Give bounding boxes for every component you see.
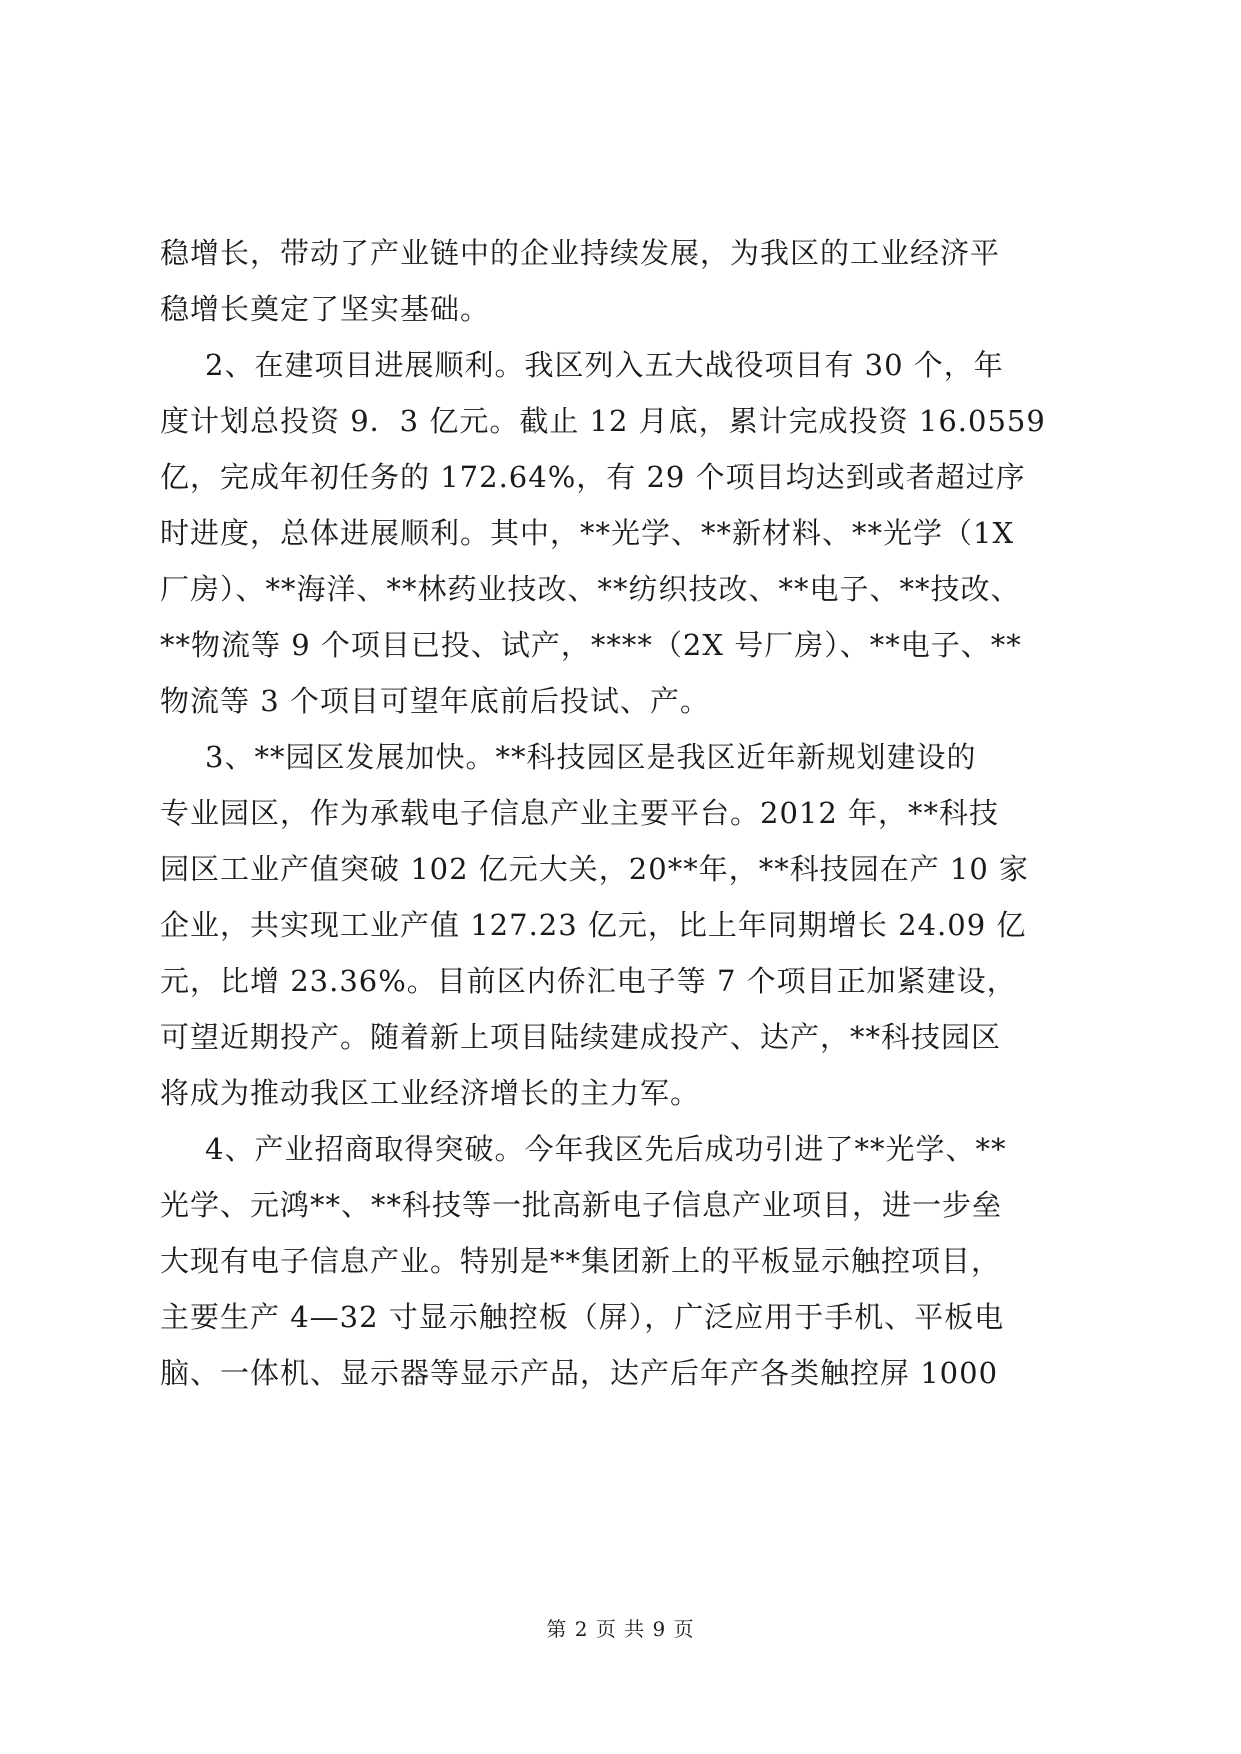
text-line: 企业，共实现工业产值 127.23 亿元，比上年同期增长 24.09 亿 (160, 908, 1027, 942)
text-line: 厂房）、**海洋、**林药业技改、**纺织技改、**电子、**技改、 (160, 572, 1021, 606)
paragraph-start-line: 3、**园区发展加快。**科技园区是我区近年新规划建设的 (205, 740, 977, 774)
text-line: 脑、一体机、显示器等显示产品，达产后年产各类触控屏 1000 (160, 1356, 999, 1390)
text-line: 主要生产 4—32 寸显示触控板（屏），广泛应用于手机、平板电 (160, 1300, 1005, 1334)
text-line: 稳增长，带动了产业链中的企业持续发展，为我区的工业经济平 (160, 236, 1001, 270)
text-line: 时进度，总体进展顺利。其中，**光学、**新材料、**光学（1X (160, 516, 1015, 550)
text-line: 光学、元鸿**、**科技等一批高新电子信息产业项目，进一步垒 (160, 1188, 1003, 1222)
text-line: 度计划总投资 9．3 亿元。截止 12 月底，累计完成投资 16.0559 (160, 404, 1046, 438)
text-line: 物流等 3 个项目可望年底前后投试、产。 (160, 684, 710, 718)
text-line: 大现有电子信息产业。特别是**集团新上的平板显示触控项目， (160, 1244, 1002, 1278)
text-line: 亿，完成年初任务的 172.64%，有 29 个项目均达到或者超过序 (160, 460, 1026, 494)
text-line: 可望近期投产。随着新上项目陆续建成投产、达产，**科技园区 (160, 1020, 1002, 1054)
page-number-footer: 第 2 页 共 9 页 (546, 1617, 695, 1641)
paragraph-start-line: 4、产业招商取得突破。今年我区先后成功引进了**光学、** (205, 1132, 1007, 1166)
text-line: 专业园区，作为承载电子信息产业主要平台。2012 年，**科技 (160, 796, 1000, 830)
text-line: 稳增长奠定了坚实基础。 (160, 292, 491, 326)
text-line: **物流等 9 个项目已投、试产，****（2X 号厂房）、**电子、** (160, 628, 1022, 662)
text-line: 元，比增 23.36%。目前区内侨汇电子等 7 个项目正加紧建设， (160, 964, 1017, 998)
text-line: 园区工业产值突破 102 亿元大关，20**年，**科技园在产 10 家 (160, 852, 1030, 886)
paragraph-start-line: 2、在建项目进展顺利。我区列入五大战役项目有 30 个，年 (205, 348, 1004, 382)
text-line: 将成为推动我区工业经济增长的主力军。 (160, 1076, 701, 1110)
